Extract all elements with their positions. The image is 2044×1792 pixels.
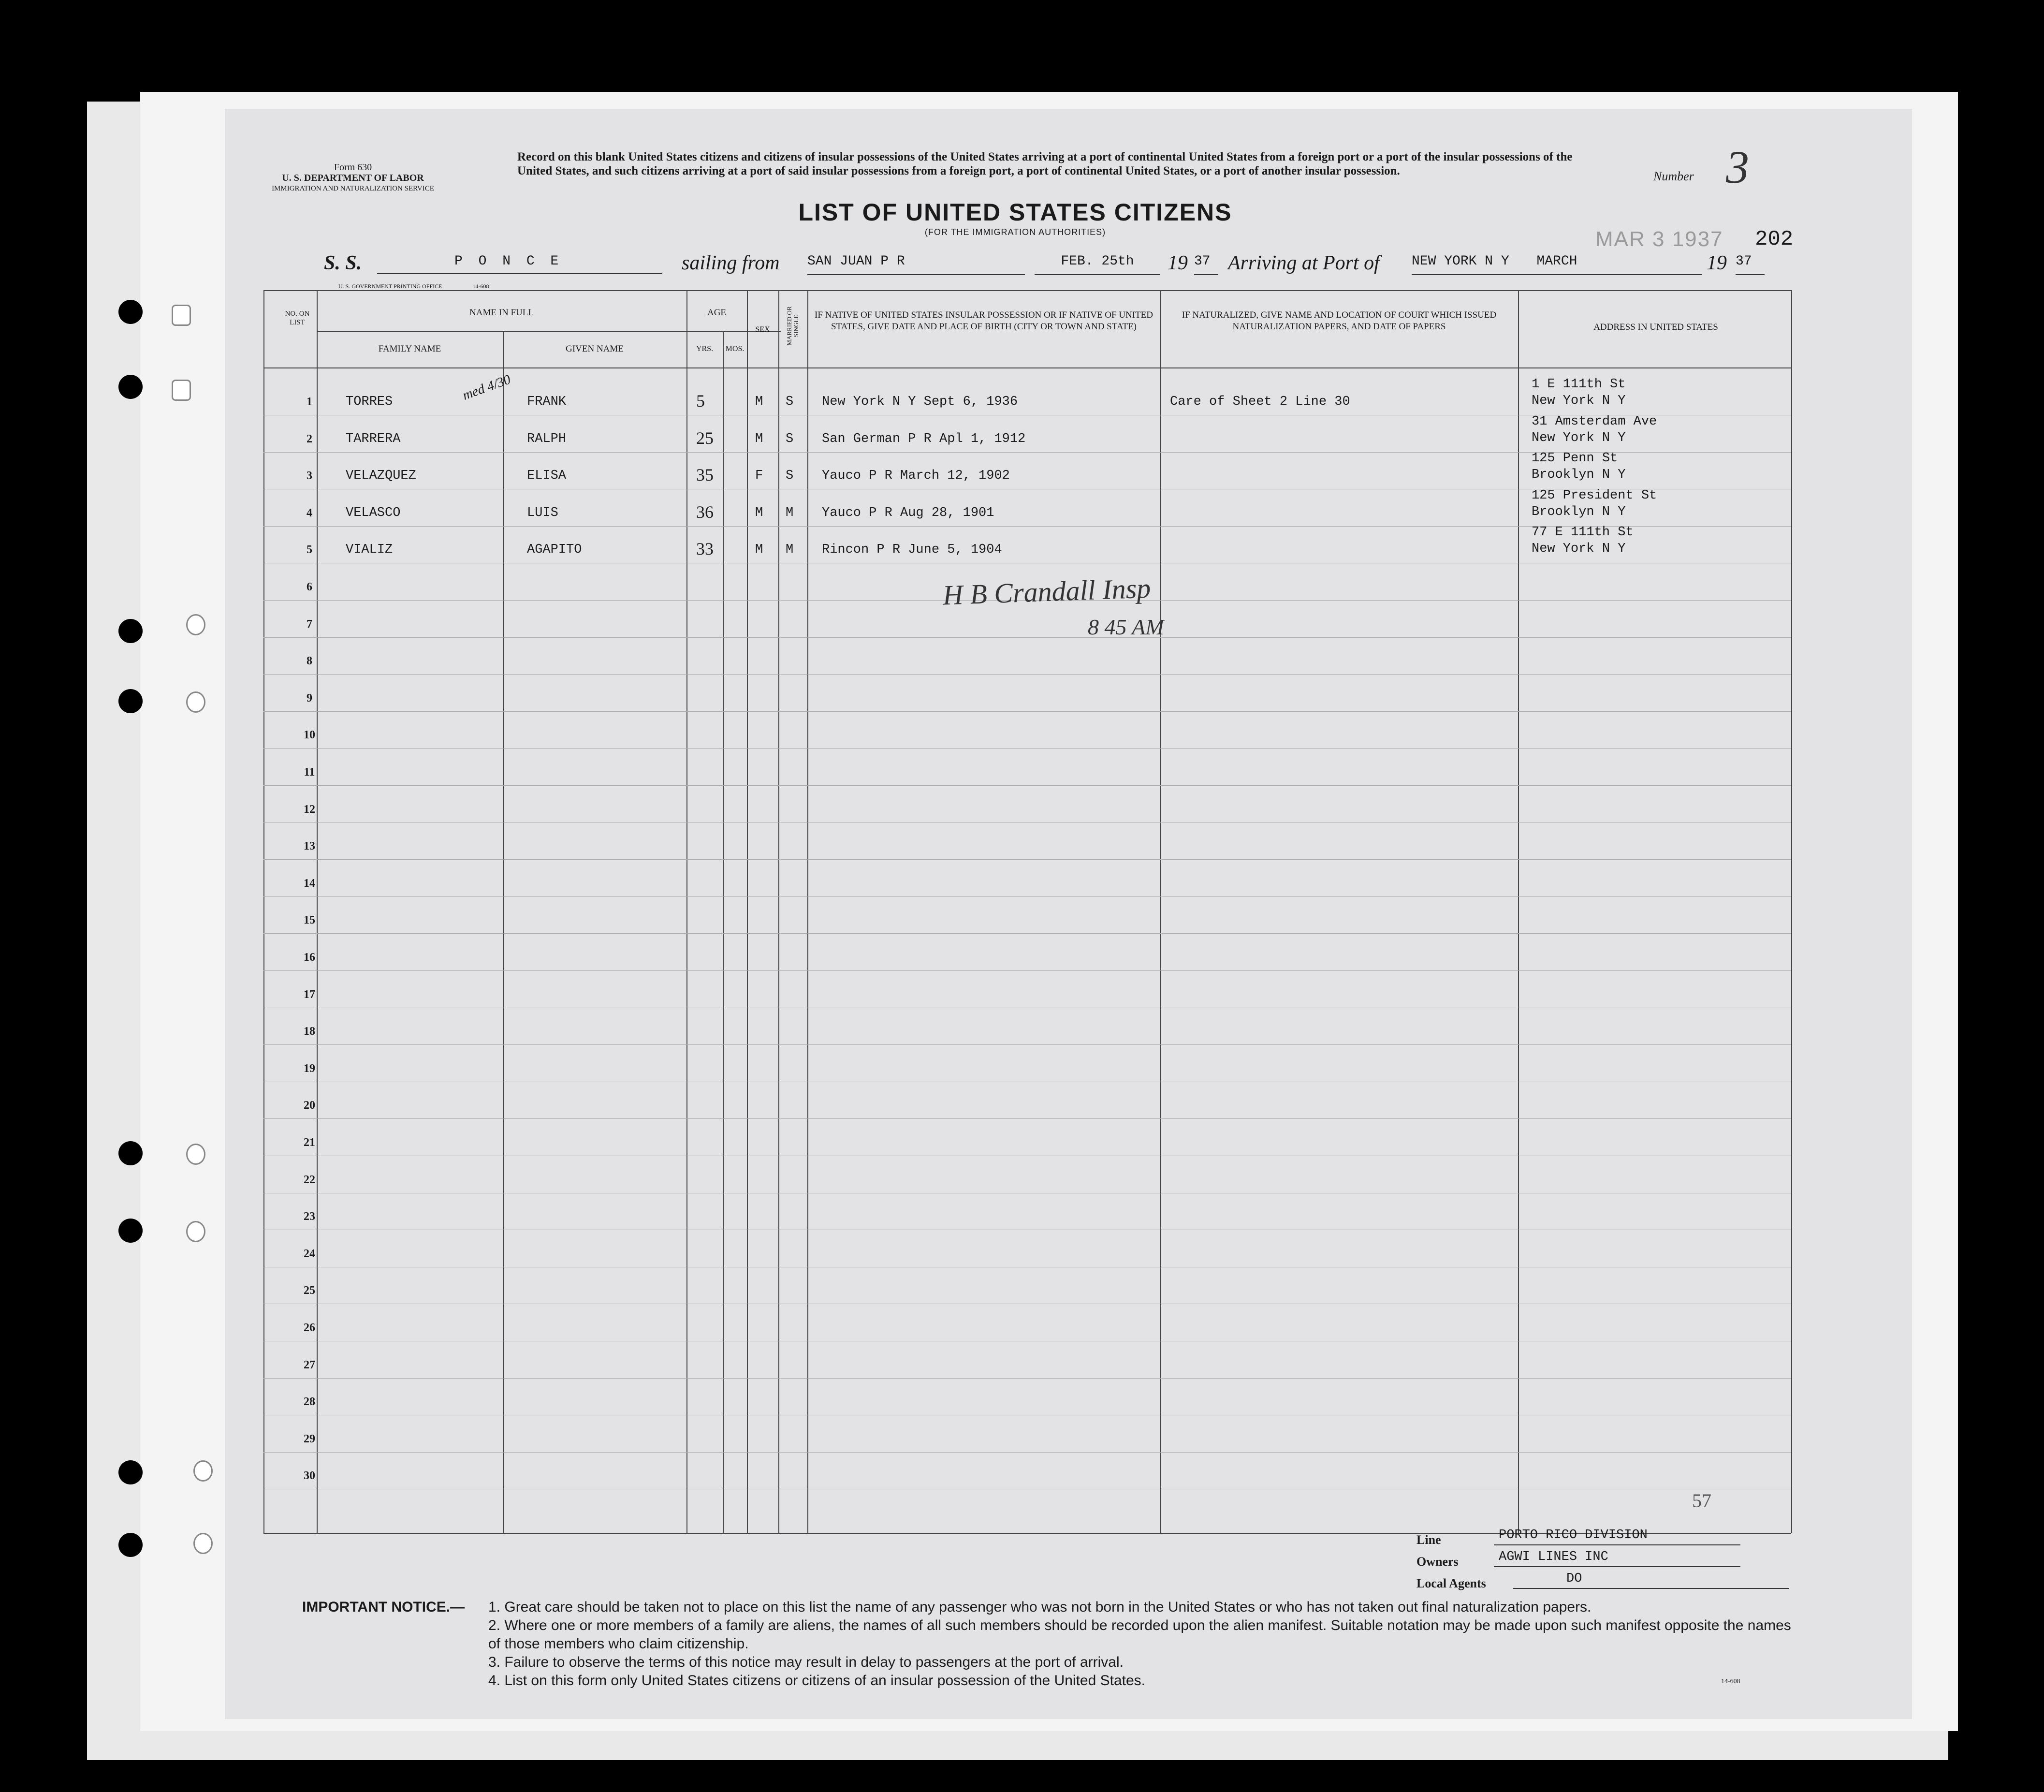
row-number: 17	[304, 988, 315, 1001]
binder-hole-reinforced	[186, 1221, 205, 1242]
ship-name: P O N C E	[377, 254, 662, 274]
sex-cell: M	[755, 395, 763, 409]
address-street-cell: 31 Amsterdam Ave	[1532, 414, 1657, 429]
ss-label: S. S.	[324, 252, 362, 274]
row-rule	[263, 637, 1791, 638]
row-number: 28	[304, 1395, 315, 1409]
important-notices	[488, 1598, 1794, 1690]
row-number: 26	[304, 1322, 315, 1334]
row-number: 12	[304, 803, 315, 816]
row-rule	[263, 1118, 1791, 1119]
sailing-year: 37	[1194, 254, 1218, 275]
row-rule	[263, 1452, 1791, 1453]
row-rule	[263, 933, 1791, 934]
sex-cell: F	[755, 469, 763, 484]
header-given-name: GIVEN NAME	[566, 344, 624, 354]
family-name-cell: TARRERA	[346, 431, 401, 446]
birth-place-cell: New York N Y Sept 6, 1936	[822, 395, 1018, 409]
header-mos: MOS.	[725, 345, 745, 353]
arrival-month: MARCH	[1536, 254, 1577, 269]
birth-place-cell: Rincon P R June 5, 1904	[822, 543, 1002, 558]
col-border	[686, 290, 687, 1533]
marital-status-cell: S	[786, 395, 794, 409]
footer-owners-label: Owners	[1416, 1555, 1459, 1569]
form-service: IMMIGRATION AND NATURALIZATION SERVICE	[272, 185, 434, 192]
footer-line-label: Line	[1416, 1533, 1441, 1547]
sailing-date: FEB. 25th	[1035, 254, 1160, 275]
stamp-date: MAR 3 1937	[1595, 227, 1723, 251]
stamp-sequence: 202	[1755, 227, 1794, 251]
row-number: 7	[307, 617, 312, 631]
row-rule	[263, 1378, 1791, 1379]
row-rule	[263, 748, 1791, 749]
row-number: 22	[304, 1173, 315, 1186]
row-rule	[263, 785, 1791, 786]
address-street-cell: 125 Penn St	[1532, 451, 1618, 466]
row-number: 21	[304, 1136, 315, 1149]
address-street-cell: 125 President St	[1532, 488, 1657, 503]
inspection-time: 8 45 AM	[1088, 615, 1164, 639]
row-number: 13	[304, 840, 315, 853]
header-bottom-border	[263, 367, 1791, 368]
given-name-cell: LUIS	[527, 505, 558, 520]
arrival-year: 37	[1736, 254, 1765, 275]
binder-hole-reinforced	[193, 1533, 213, 1554]
row-rule	[263, 970, 1791, 971]
row-number: 18	[304, 1025, 315, 1038]
binder-hole-reinforced	[186, 614, 205, 635]
given-name-cell: FRANK	[527, 395, 567, 409]
address-city-cell: Brooklyn N Y	[1532, 468, 1626, 483]
header-name-in-full: NAME IN FULL	[469, 308, 534, 318]
footer-owners-value: AGWI LINES INC	[1494, 1550, 1740, 1567]
given-name-cell: ELISA	[527, 469, 567, 484]
row-rule	[263, 674, 1791, 675]
marital-status-cell: S	[786, 431, 794, 446]
header-age: AGE	[707, 308, 727, 318]
binder-hole-reinforced	[172, 380, 191, 401]
col-border	[807, 290, 808, 1533]
given-name-cell: RALPH	[527, 431, 567, 446]
row-number: 20	[304, 1099, 315, 1112]
printing-office-code: 14-608	[472, 283, 489, 290]
col-border	[723, 331, 724, 1533]
binder-hole	[118, 1219, 143, 1243]
marital-status-cell: M	[786, 543, 794, 558]
form-title: LIST OF UNITED STATES CITIZENS	[798, 199, 1232, 226]
family-name-cell: TORRES	[346, 395, 393, 409]
list-number	[1653, 141, 1798, 193]
row-rule	[263, 711, 1791, 712]
header-no: NO. ON LIST	[285, 310, 310, 326]
marital-status-cell: M	[786, 505, 794, 520]
row-number: 10	[304, 729, 315, 742]
row-number: 24	[304, 1247, 315, 1260]
list-number-value: 3	[1726, 141, 1749, 193]
address-city-cell: New York N Y	[1532, 430, 1626, 445]
birth-place-cell: Yauco P R March 12, 1902	[822, 469, 1010, 484]
col-border	[747, 290, 748, 1533]
col-border	[263, 290, 264, 1533]
sex-cell: M	[755, 505, 763, 520]
row-number: 19	[304, 1062, 315, 1075]
footer-form-code: 14-608	[1721, 1678, 1740, 1685]
address-city-cell: New York N Y	[1532, 542, 1626, 557]
arrival-port-name: NEW YORK N Y	[1412, 254, 1509, 269]
binder-hole	[118, 689, 143, 713]
printing-office	[338, 283, 489, 290]
form-instructions: Record on this blank United States citizens and citizens of insular possessions of the United States arriving at a port of continental United States from a foreign port or a port of the insular possessions of the United States, and such citizens arriving at a port of said insular possessions from a foreign port, a port of continental United States, or a port of another insular possession.	[517, 150, 1573, 177]
family-name-cell: VIALIZ	[346, 543, 393, 558]
list-number-label: Number	[1653, 169, 1694, 183]
header-married-single: MARRIED OR SINGLE	[786, 306, 800, 346]
address-city-cell: New York N Y	[1532, 394, 1626, 408]
notice-4: 4. List on this form only United States citizens or citizens of an insular possession of the United States.	[488, 1673, 1146, 1689]
row-number: 2	[307, 432, 312, 445]
family-name-cell: VELAZQUEZ	[346, 469, 416, 484]
notice-3: 3. Failure to observe the terms of this notice may result in delay to passengers at the port of arrival.	[488, 1654, 1124, 1670]
binder-hole	[118, 375, 143, 399]
header-native-birth: IF NATIVE OF UNITED STATES INSULAR POSSESSION OR IF NATIVE OF UNITED STATES, GIVE DATE AND PLACE OF BIRTH (CITY OR TOWN AND STATE)	[815, 310, 1153, 332]
col-border	[778, 290, 779, 1533]
form-department: U. S. DEPARTMENT OF LABOR	[282, 173, 424, 183]
sex-cell: M	[755, 543, 763, 558]
row-number: 30	[304, 1469, 315, 1483]
row-rule	[263, 896, 1791, 897]
age-years-cell: 5	[696, 391, 705, 411]
col-border	[503, 331, 504, 1533]
address-city-cell: Brooklyn N Y	[1532, 504, 1626, 519]
col-border	[1791, 290, 1792, 1533]
footer-line-value: PORTO RICO DIVISION	[1494, 1528, 1740, 1545]
row-number: 16	[304, 951, 315, 964]
address-street-cell: 1 E 111th St	[1532, 377, 1626, 392]
row-number: 23	[304, 1210, 315, 1223]
binder-hole	[118, 1460, 143, 1484]
header-yrs: YRS.	[696, 345, 714, 353]
row-number: 1	[307, 396, 312, 408]
binder-hole	[118, 300, 143, 324]
header-sex: SEX	[755, 325, 770, 334]
received-stamp	[1595, 227, 1723, 251]
marital-status-cell: S	[786, 469, 794, 484]
age-years-cell: 25	[696, 428, 714, 448]
arriving-label: Arriving at Port of	[1228, 252, 1380, 274]
binder-hole	[118, 1141, 143, 1165]
row-number: 14	[304, 877, 315, 890]
printing-office-name: U. S. GOVERNMENT PRINTING OFFICE	[338, 283, 442, 290]
subheader-line	[317, 331, 781, 332]
inspector-signature: H B Crandall Insp	[942, 572, 1152, 611]
important-notice-title: IMPORTANT NOTICE.—	[302, 1599, 465, 1615]
row-number: 25	[304, 1284, 315, 1297]
arrival-port	[1412, 254, 1702, 275]
sailing-from-label: sailing from	[682, 252, 780, 274]
header-address: ADDRESS IN UNITED STATES	[1593, 322, 1718, 332]
row-number: 27	[304, 1358, 315, 1371]
header-family-name: FAMILY NAME	[378, 344, 441, 354]
notice-1: 1. Great care should be taken not to place on this list the name of any passenger who was not born in the United States or who has not taken out final naturalization papers.	[488, 1599, 1591, 1615]
address-street-cell: 77 E 111th St	[1532, 525, 1634, 540]
notice-2: 2. Where one or more members of a family are aliens, the names of all such members should be recorded upon the alien manifest. Suitable notation may be made upon such manifest opposite the names of those members who claim citizenship.	[488, 1617, 1791, 1652]
arrival-year-prefix: 19	[1707, 252, 1727, 274]
sailing-port: SAN JUAN P R	[807, 254, 1025, 275]
binder-hole-reinforced	[172, 305, 191, 326]
naturalization-cell: Care of Sheet 2 Line 30	[1170, 395, 1350, 409]
header-naturalized: IF NATURALIZED, GIVE NAME AND LOCATION OF COURT WHICH ISSUED NATURALIZATION PAPERS, AND DATE OF PAPERS	[1182, 310, 1497, 332]
footer-agents-value: DO	[1513, 1572, 1789, 1589]
row-number: 29	[304, 1432, 315, 1445]
col-border	[1518, 290, 1519, 1533]
row-number: 3	[307, 470, 312, 483]
row-number: 8	[307, 655, 312, 668]
binder-hole-reinforced	[186, 1144, 205, 1165]
table-top-border	[263, 290, 1791, 291]
footer-agents-label: Local Agents	[1416, 1576, 1486, 1590]
given-name-cell: AGAPITO	[527, 543, 582, 558]
family-name-cell: VELASCO	[346, 505, 401, 520]
binder-hole-reinforced	[186, 691, 205, 713]
margin-annotation: med 4/30	[460, 372, 513, 403]
row-rule	[263, 1044, 1791, 1045]
row-number: 11	[304, 766, 315, 778]
row-number: 15	[304, 914, 315, 927]
binder-hole	[118, 619, 143, 643]
binder-hole-reinforced	[193, 1460, 213, 1482]
col-border	[1160, 290, 1161, 1533]
row-rule	[263, 859, 1791, 860]
birth-place-cell: Yauco P R Aug 28, 1901	[822, 505, 994, 520]
row-number: 6	[307, 581, 312, 593]
form-number: Form 630	[334, 162, 372, 173]
page-number: 57	[1692, 1490, 1711, 1512]
age-years-cell: 36	[696, 502, 714, 522]
age-years-cell: 33	[696, 539, 714, 559]
birth-place-cell: San German P R Apl 1, 1912	[822, 431, 1026, 446]
row-number: 4	[307, 506, 312, 519]
form-subtitle: (FOR THE IMMIGRATION AUTHORITIES)	[924, 227, 1106, 237]
sailing-year-prefix: 19	[1168, 252, 1188, 274]
binder-hole	[118, 1533, 143, 1557]
form-id-block	[261, 162, 445, 194]
sex-cell: M	[755, 431, 763, 446]
row-number: 5	[307, 543, 312, 557]
row-number: 9	[307, 691, 312, 705]
age-years-cell: 35	[696, 465, 714, 485]
